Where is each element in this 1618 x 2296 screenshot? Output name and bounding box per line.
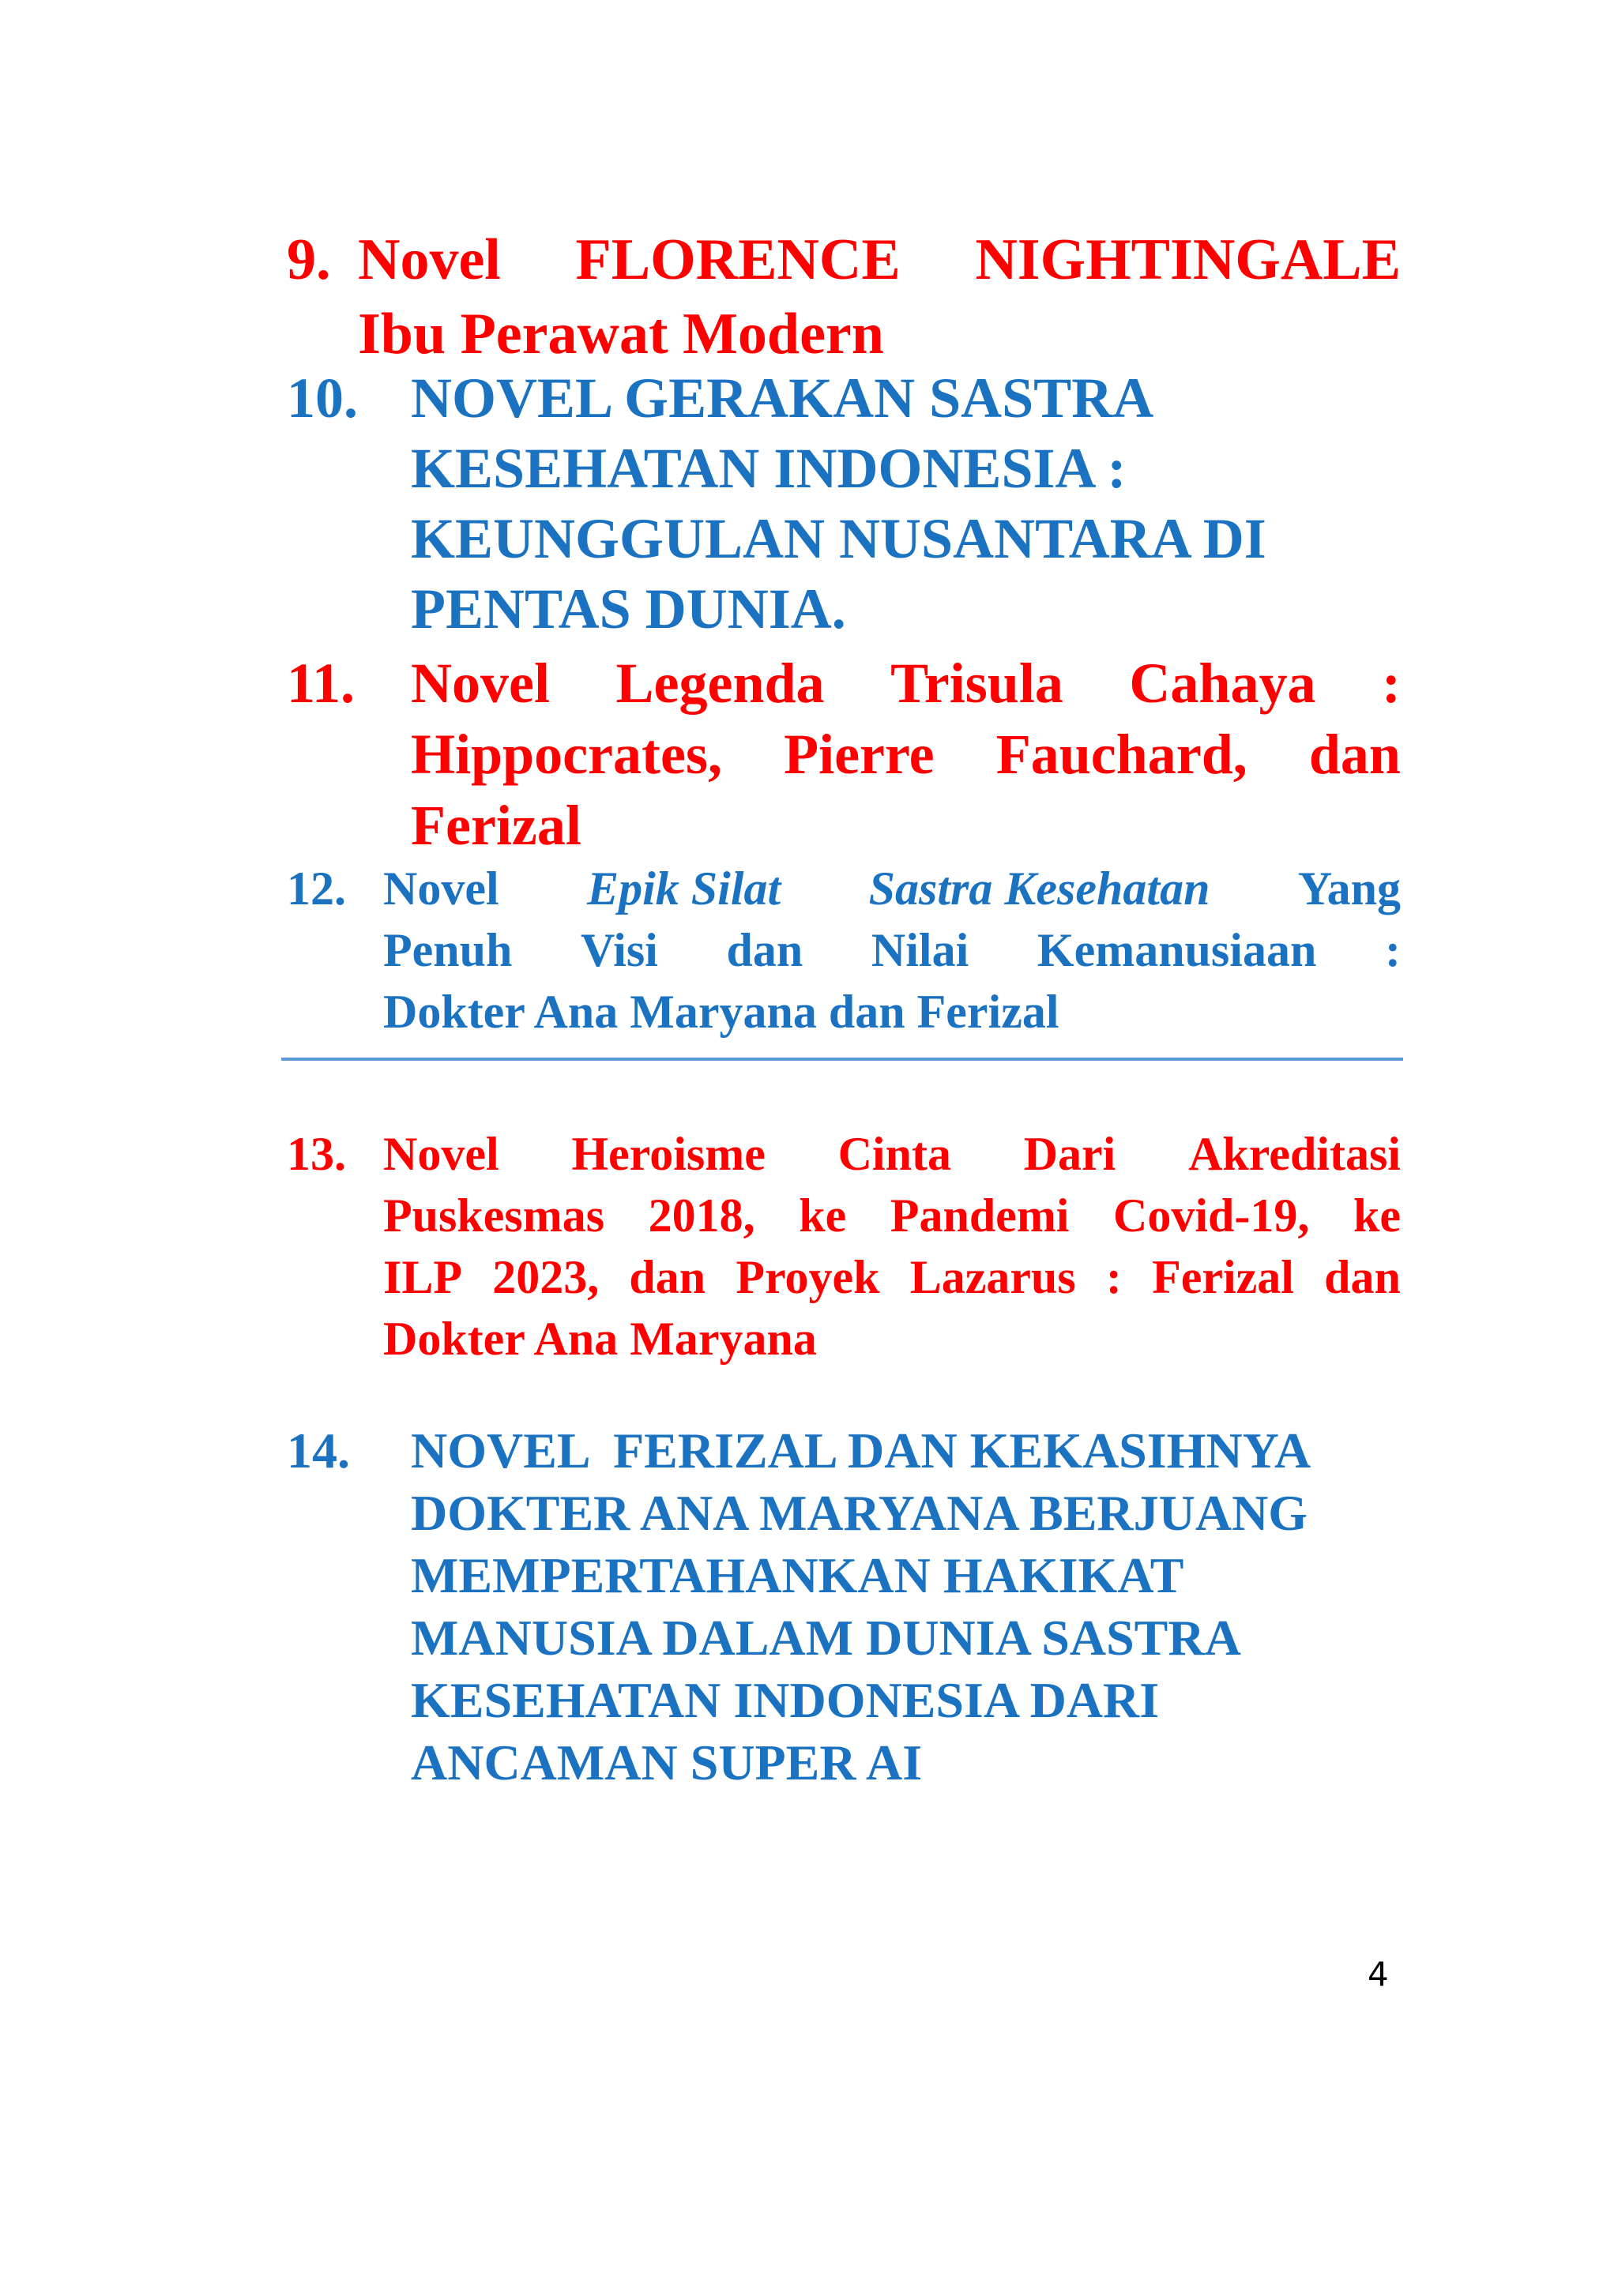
entry-9-line-1 [358,223,1401,297]
word: Lazarus [909,1251,1076,1303]
section-divider [281,1058,1403,1061]
entry-12-number: 12. [287,862,346,915]
entry-10 [287,363,1401,644]
entry-12 [287,858,1401,1043]
word: ke [1353,1189,1401,1242]
entry-14-line-4: MANUSIA DALAM DUNIA SASTRA [411,1610,1241,1666]
word: Visi [581,924,658,976]
entry-13-line-1 [383,1123,1401,1185]
word: 2023, [492,1251,600,1303]
entry-10-line-3: KEUNGGULAN NUSANTARA DI [411,507,1266,570]
word: Dari [1023,1128,1116,1180]
entry-11-line-3: Ferizal [411,794,581,857]
entry-14-number: 14. [287,1422,350,1479]
italic-title-part: Sastra Kesehatan [868,862,1210,915]
word: Fauchard, [995,723,1247,786]
entry-12-line-2 [383,919,1401,981]
word: Heroisme [571,1128,766,1180]
word: Akreditasi [1188,1128,1401,1180]
word: Puskesmas [383,1189,605,1242]
word: Pandemi [890,1189,1070,1242]
page-number: 4 [1368,1955,1389,1993]
entry-13-line-3 [383,1246,1401,1308]
word: Novel [383,862,499,915]
word: 2018, [648,1189,755,1242]
entry-14 [287,1419,1401,1794]
italic-title-part: Epik Silat [587,862,781,915]
word: Nilai [871,924,969,976]
word: ILP [383,1251,463,1303]
word: Novel [383,1128,499,1180]
entry-9-number: 9. [287,227,331,292]
word: Kemanusiaan [1037,924,1317,976]
entry-14-line-5: KESEHATAN INDONESIA DARI [411,1672,1160,1728]
entry-12-line-1 [383,858,1401,919]
word: FLORENCE [575,227,901,292]
entry-11-line-1 [411,648,1401,719]
word: Yang [1297,862,1401,915]
entry-14-line-3: MEMPERTAHANKAN HAKIKAT [411,1547,1184,1603]
word: dan [1308,723,1401,786]
word: Novel [411,652,550,715]
word: Cinta [837,1128,951,1180]
entry-14-line-2: DOKTER ANA MARYANA BERJUANG [411,1485,1308,1541]
word: Legenda [615,652,825,715]
entry-10-number: 10. [287,366,358,430]
word: dan [726,924,803,976]
word: Proyek [736,1251,880,1303]
entry-13-number: 13. [287,1128,346,1180]
word: dan [629,1251,706,1303]
entry-11 [287,648,1401,861]
entry-13-line-4: Dokter Ana Maryana [383,1313,817,1365]
word: : [1382,652,1401,715]
word: ke [799,1189,847,1242]
entry-11-line-2 [411,719,1401,790]
word: Covid-19, [1113,1189,1310,1242]
word: Ferizal [1152,1251,1294,1303]
entry-10-line-4: PENTAS DUNIA. [411,577,846,641]
entry-10-line-1: NOVEL GERAKAN SASTRA [411,366,1154,430]
word: Pierre [784,723,935,786]
word: Novel [358,227,501,292]
entry-11-number: 11. [287,652,356,715]
word: dan [1324,1251,1401,1303]
entry-13-line-2 [383,1185,1401,1246]
entry-9 [287,223,1401,371]
word: NIGHTINGALE [975,227,1401,292]
entry-9-line-2: Ibu Perawat Modern [358,302,884,366]
word: : [1105,1251,1122,1303]
word: Hippocrates, [411,723,722,786]
entry-14-line-6: ANCAMAN SUPER AI [411,1734,923,1791]
word: Penuh [383,924,513,976]
word: : [1384,924,1401,976]
word: Cahaya [1129,652,1316,715]
word: Trisula [890,652,1063,715]
entry-12-line-3: Dokter Ana Maryana dan Ferizal [383,986,1059,1038]
entry-10-line-2: KESEHATAN INDONESIA : [411,437,1127,500]
entry-14-line-1: NOVEL FERIZAL DAN KEKASIHNYA [411,1422,1311,1479]
entry-13 [287,1123,1401,1370]
